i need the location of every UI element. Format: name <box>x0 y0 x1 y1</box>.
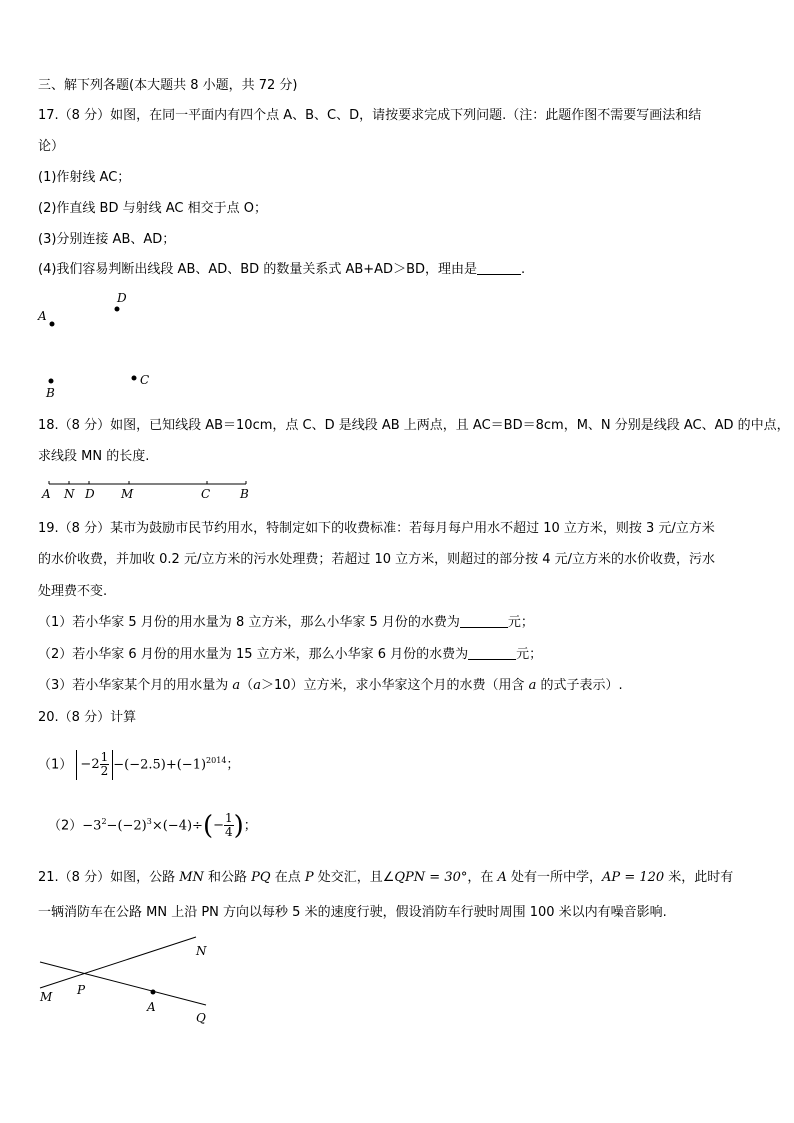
seg-label-m: M <box>121 487 134 501</box>
q19-sub1-text: （1）若小华家 5 月份的用水量为 8 立方米，那么小华家 5 月份的水费为 <box>38 615 460 630</box>
q19-text-line3: 处理费不变. <box>38 584 108 599</box>
q17-sub1: (1)作射线 AC； <box>38 170 131 185</box>
point-p-text: P <box>304 870 314 885</box>
minus-sign: − <box>213 817 224 833</box>
school-point-a <box>151 990 156 995</box>
q20-part2-end: ； <box>243 818 257 834</box>
fig-label-n: N <box>196 944 207 958</box>
var-a-cond: a <box>253 678 261 693</box>
term-neg-3: −3 <box>82 818 102 834</box>
label-d: D <box>117 291 127 305</box>
frac-den-2: 4 <box>225 825 233 840</box>
q19-text-line2: 的水价收费，并加收 0.2 元/立方米的污水处理费；若超过 10 立方米，则超过的部分按 4 元/立方米的水价收费，污水 <box>38 552 716 567</box>
seg-label-b: B <box>240 487 249 501</box>
frac-den: 2 <box>100 763 109 778</box>
fig-label-p: P <box>77 983 86 997</box>
q21-text-e: ，在 <box>467 870 498 885</box>
term-neg-2: −(−2) <box>106 818 147 834</box>
frac-num: 1 <box>100 749 109 764</box>
exponent-2014: 2014 <box>206 756 227 765</box>
q18-text-line2: 求线段 MN 的长度. <box>38 449 150 464</box>
q20-part1-end: ； <box>226 757 240 773</box>
q17-text-line1: 17.（8 分）如图，在同一平面内有四个点 A、B、C、D，请按要求完成下列问题.（注：此题作图不需要写画法和结 <box>38 108 702 123</box>
distance-ap: AP = 120 <box>602 870 665 885</box>
q21-text-f: 处有一所中学， <box>506 870 603 885</box>
paren-close: ) <box>233 810 244 841</box>
road-pq: PQ <box>251 870 271 885</box>
label-a: A <box>38 309 47 323</box>
q19-sub3-text-a: （3）若小华家某个月的用水量为 <box>38 678 233 693</box>
fig-label-q: Q <box>196 1011 206 1025</box>
q19-sub2-unit: 元； <box>516 647 543 662</box>
q19-text-line1: 19.（8 分）某市为鼓励市民节约用水，特制定如下的收费标准：若每月每户用水不超过 10 立方米，则按 3 元/立方米 <box>38 521 715 536</box>
label-c: C <box>140 373 150 387</box>
fig-label-a: A <box>147 1000 156 1014</box>
angle-qpn: QPN = 30° <box>394 870 468 885</box>
road-mn-line <box>40 937 196 988</box>
seg-label-n: N <box>64 487 75 501</box>
point-a-text: A <box>497 870 507 885</box>
label-b: B <box>46 386 55 400</box>
q19-sub3-text-d: 的式子表示）. <box>536 678 623 693</box>
q20-part2-label: （2） <box>48 818 83 834</box>
mixed-whole: −2 <box>80 756 100 772</box>
q20-part1-rest: −(−2.5)+(−1) <box>113 757 207 773</box>
q19-sub1-unit: 元； <box>507 615 534 630</box>
seg-label-a: A <box>42 487 51 501</box>
q17-sub4-text: (4)我们容易判断出线段 AB、AD、BD 的数量关系式 AB+AD＞BD，理由是 <box>38 262 477 277</box>
q20-title: 20.（8 分）计算 <box>38 710 137 725</box>
var-a: a <box>232 678 241 693</box>
q17-sub4-end: . <box>521 262 526 277</box>
q17-text-line2: 论） <box>38 139 65 154</box>
q19-sub3-text-c: ＞10）立方米，求小华家这个月的水费（用含 <box>260 678 529 693</box>
q17-sub3: (3)分别连接 AB、AD； <box>38 232 176 247</box>
seg-label-d: D <box>85 487 95 501</box>
q21-text-a: 21.（8 分）如图，公路 <box>38 870 180 885</box>
q18-text-line1: 18.（8 分）如图，已知线段 AB＝10cm，点 C、D 是线段 AB 上两点，且 AC＝BD＝8cm，M、N 分别是线段 AC、AD 的中点， <box>38 418 790 433</box>
exponent-b: 3 <box>146 817 152 826</box>
q21-text-g: 米，此时有 <box>664 870 734 885</box>
q19-sub2-text: （2）若小华家 6 月份的用水量为 15 立方米，那么小华家 6 月份的水费为 <box>38 647 469 662</box>
var-a-2: a <box>528 678 537 693</box>
section-header: 三、解下列各题(本大题共 8 小题，共 72 分) <box>38 78 298 93</box>
q21-text-b: 和公路 <box>203 870 252 885</box>
q21-text-c: 在点 <box>270 870 305 885</box>
q17-sub2: (2)作直线 BD 与射线 AC 相交于点 O； <box>38 201 267 216</box>
seg-label-c: C <box>201 487 211 501</box>
q21-text-line2: 一辆消防车在公路 MN 上沿 PN 方向以每秒 5 米的速度行驶，假设消防车行驶时周围 100 米以内有噪音影响. <box>38 905 667 920</box>
frac-num-2: 1 <box>225 811 233 826</box>
q20-part1-label: （1） <box>38 757 73 773</box>
road-pq-line <box>40 962 206 1005</box>
road-mn: MN <box>179 870 204 885</box>
exponent-a: 2 <box>101 817 107 826</box>
term-times-div: ×(−4)÷ <box>151 818 203 834</box>
q19-sub3-text-b: （ <box>240 678 254 693</box>
q21-text-d: 处交汇，且∠ <box>313 870 395 885</box>
paren-open: ( <box>202 810 214 841</box>
fig-label-m: M <box>40 990 53 1004</box>
